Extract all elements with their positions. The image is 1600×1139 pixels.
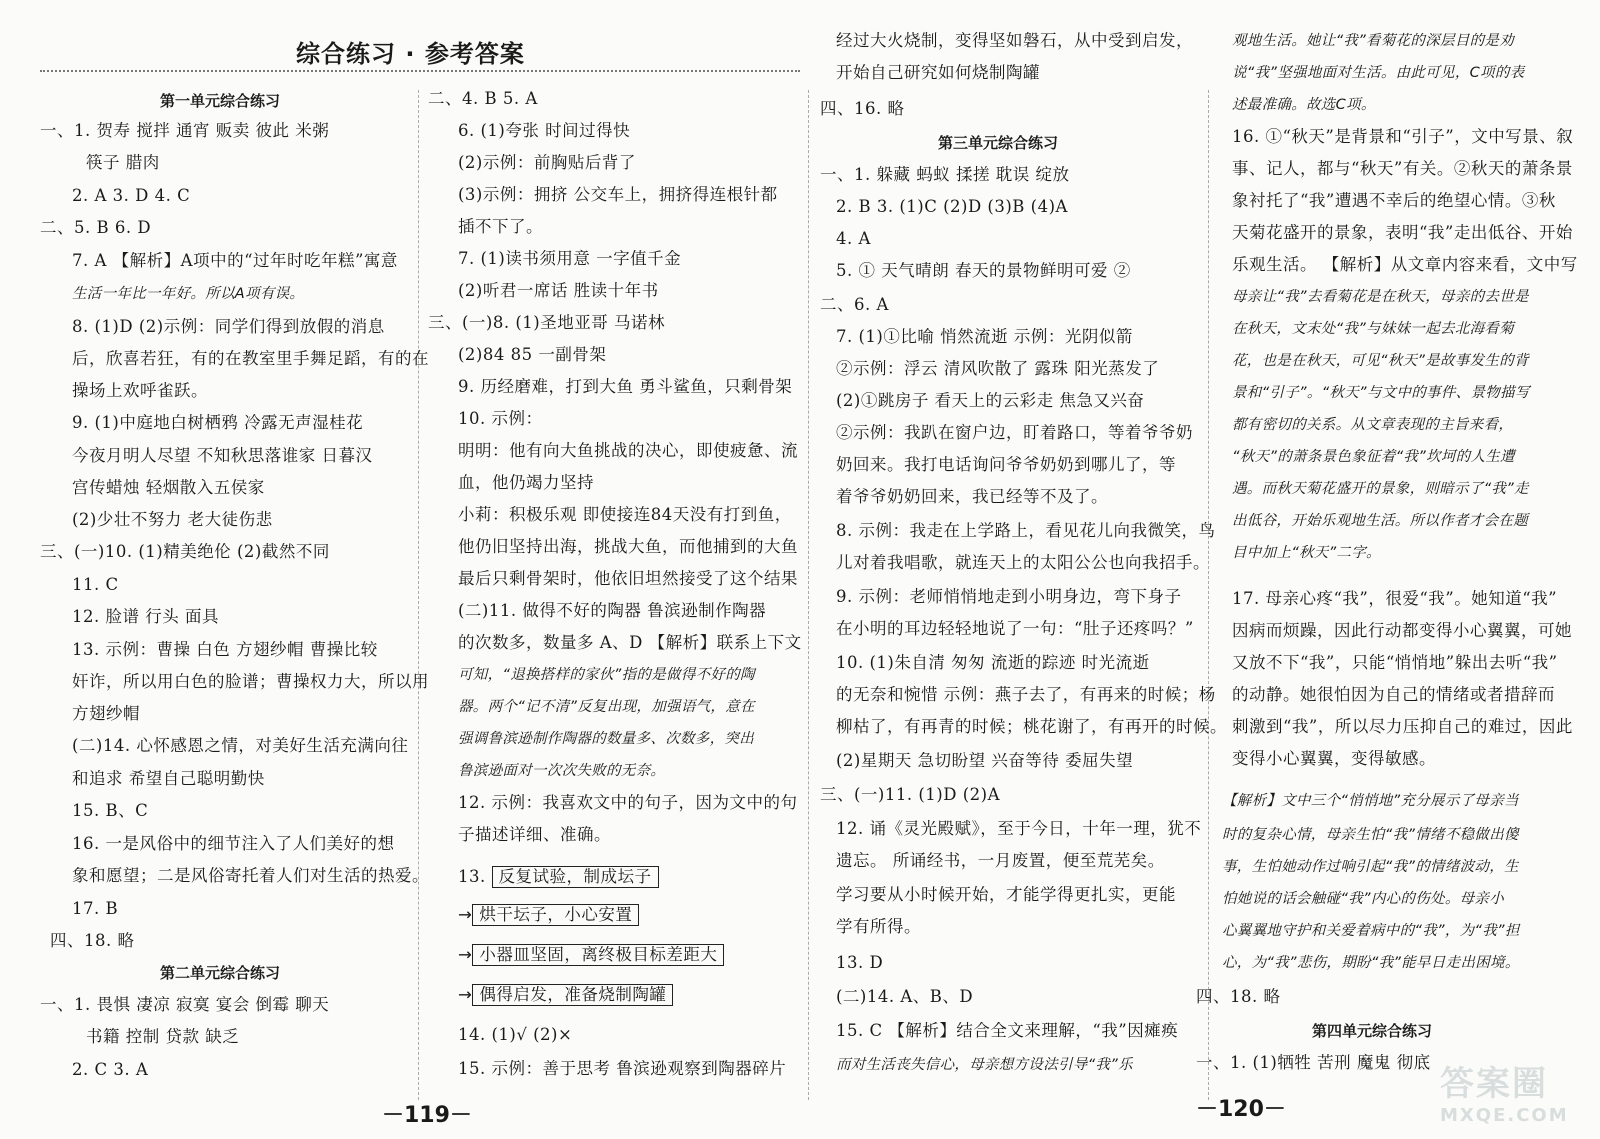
answer-line: 怕她说的话会触碰“我”内心的伤处。母亲小 xyxy=(1222,891,1505,907)
answer-line: 四、18. 略 xyxy=(50,931,135,950)
answer-line: 鲁滨逊面对一次次失败的无奈。 xyxy=(458,763,666,779)
flow-step xyxy=(458,944,724,966)
flow-step xyxy=(458,984,673,1006)
answer-line: 景和“引子”。“秋天”与文中的事件、景物描写 xyxy=(1232,385,1530,401)
answer-line: 四、18. 略 xyxy=(1196,987,1281,1006)
answer-line: ②示例：浮云 清风吹散了 露珠 阳光蒸发了 xyxy=(836,359,1160,378)
answer-line: 而对生活丧失信心，母亲想方设法引导“我”乐 xyxy=(836,1057,1133,1073)
answer-line: 7. A 【解析】A项中的“过年时吃年糕”寓意 xyxy=(72,251,398,270)
answer-line: 9. (1)中庭地白树栖鸦 冷露无声湿桂花 xyxy=(72,413,364,432)
question-number: 13. xyxy=(458,867,486,886)
column-divider xyxy=(808,90,809,1100)
answer-line: 16. ①“秋天”是背景和“引子”，文中写景、叙 xyxy=(1232,127,1574,146)
answer-line: 方翅纱帽 xyxy=(72,704,140,723)
answer-line: (2)84 85 一副骨架 xyxy=(458,345,607,364)
answer-line: 13. 示例：曹操 白色 方翅纱帽 曹操比较 xyxy=(72,640,378,659)
answer-line: 说“我”坚强地面对生活。由此可见，C项的表 xyxy=(1232,65,1525,81)
flow-box: 偶得启发，准备烧制陶罐 xyxy=(472,984,673,1006)
answer-line: 都有密切的关系。从文章表现的主旨来看， xyxy=(1232,417,1514,433)
unit4-heading: 第四单元综合练习 xyxy=(1312,1022,1433,1040)
answer-line: 血，他仍竭力坚持 xyxy=(458,473,594,492)
answer-line: 15. 示例：善于思考 鲁滨逊观察到陶器碎片 xyxy=(458,1059,787,1078)
flow-box: 烘干坛子，小心安置 xyxy=(472,904,639,926)
answer-line: 三、(一)10. (1)精美绝伦 (2)截然不同 xyxy=(40,542,330,561)
answer-line: 强调鲁滨逊制作陶器的数量多、次数多，突出 xyxy=(458,731,754,747)
answer-line: 在秋天，文末处“我”与妹妹一起去北海看菊 xyxy=(1232,321,1515,337)
answer-line: 又放不下“我”，只能“悄悄地”躲出去听“我” xyxy=(1232,653,1558,672)
column-divider xyxy=(418,90,419,1100)
answer-line: 花，也是在秋天，可见“秋天”是故事发生的背 xyxy=(1232,353,1529,369)
answer-line: 心翼翼地守护和关爱着病中的“我”，为“我”担 xyxy=(1222,923,1520,939)
flow-box: 反复试验，制成坛子 xyxy=(492,866,659,888)
answer-line: 的动静。她很怕因为自己的情绪或者措辞而 xyxy=(1232,685,1555,704)
site-watermark xyxy=(1440,1056,1590,1126)
answer-line: 10. (1)朱自清 匆匆 流逝的踪迹 时光流逝 xyxy=(836,653,1150,672)
answer-line: (2)①跳房子 看天上的云彩走 焦急又兴奋 xyxy=(836,391,1145,410)
answer-line: 子描述详细、准确。 xyxy=(458,825,611,844)
answer-line: 在小明的耳边轻轻地说了一句：“肚子还疼吗？” xyxy=(836,619,1194,638)
watermark-logo-text: 答案圈 xyxy=(1440,1064,1548,1104)
answer-line: (3)示例：拥挤 公交车上，拥挤得连根针都 xyxy=(458,185,778,204)
answer-line: 8. (1)D (2)示例：同学们得到放假的消息 xyxy=(72,317,385,336)
page-title: 综合练习 · 参考答案 xyxy=(296,40,525,68)
answer-line: 4. A xyxy=(836,229,871,248)
answer-line: 心，为“我”悲伤，期盼“我”能早日走出困境。 xyxy=(1222,955,1520,971)
answer-line: (二)11. 做得不好的陶器 鲁滨逊制作陶器 xyxy=(458,601,767,620)
answer-line: 插不下了。 xyxy=(458,217,543,236)
answer-line: 6. (1)夸张 时间过得快 xyxy=(458,121,631,140)
answer-line: 二、4. B 5. A xyxy=(428,89,538,108)
answer-line: 9. 历经磨难，打到大鱼 勇斗鲨鱼，只剩骨架 xyxy=(458,377,793,396)
answer-line: 11. C xyxy=(72,575,119,594)
answer-line: 事，生怕她动作过响引起“我”的情绪波动，生 xyxy=(1222,859,1519,875)
answer-line: 观地生活。她让“我”看菊花的深层目的是劝 xyxy=(1232,33,1515,49)
answer-line: 天菊花盛开的景象，表明“我”走出低谷、开始 xyxy=(1232,223,1573,242)
answer-line: 【解析】文中三个“悄悄地”充分展示了母亲当 xyxy=(1222,793,1519,809)
answer-line: 学有所得。 xyxy=(836,917,921,936)
answer-line: 7. (1)读书须用意 一字值千金 xyxy=(458,249,682,268)
answer-line: 刺激到“我”，所以尽力压抑自己的难过，因此 xyxy=(1232,717,1573,736)
answer-line: 事、记人，都与“秋天”有关。②秋天的萧条景 xyxy=(1232,159,1573,178)
arrow-right-icon: → xyxy=(458,945,473,964)
answer-line: 奶回来。我打电话询问爷爷奶奶到哪儿了，等 xyxy=(836,455,1176,474)
flow-box: 小器皿坚固，离终极目标差距大 xyxy=(472,944,724,966)
answer-line: 遗忘。 所诵经书，一月废置，便至荒芜矣。 xyxy=(836,851,1165,870)
answer-line: 的无奈和惋惜 示例：燕子去了，有再来的时候；杨 xyxy=(836,685,1216,704)
title-divider xyxy=(40,70,800,72)
answer-line: 操场上欢呼雀跃。 xyxy=(72,381,208,400)
answer-line: 象和愿望；二是风俗寄托着人们对生活的热爱。 xyxy=(72,866,429,885)
answer-line: (二)14. A、B、D xyxy=(836,987,974,1006)
page-number: －119－ xyxy=(382,1103,472,1128)
answer-line: (2)星期天 急切盼望 兴奋等待 委屈失望 xyxy=(836,751,1134,770)
answer-line: 学习要从小时候开始，才能学得更扎实，更能 xyxy=(836,885,1176,904)
answer-line: ②示例：我趴在窗户边，盯着路口，等着爷爷奶 xyxy=(836,423,1193,442)
answer-line: 四、16. 略 xyxy=(820,99,905,118)
unit2-heading: 第二单元综合练习 xyxy=(160,964,281,982)
answer-line: 宫传蜡烛 轻烟散入五侯家 xyxy=(72,478,265,497)
answer-line: 柳枯了，有再青的时候；桃花谢了，有再开的时候。 xyxy=(836,717,1227,736)
answer-line: 因病而烦躁，因此行动都变得小心翼翼，可她 xyxy=(1232,621,1572,640)
answer-line: 10. 示例： xyxy=(458,409,543,428)
answer-line: 二、5. B 6. D xyxy=(40,218,152,237)
answer-line: 三、(一)8. (1)圣地亚哥 马诺林 xyxy=(428,313,665,332)
answer-line: 14. (1)√ (2)× xyxy=(458,1025,573,1044)
answer-line: 5. ① 天气晴朗 春天的景物鲜明可爱 ② xyxy=(836,261,1131,280)
answer-line: 器。两个“记不清”反复出现，加强语气，意在 xyxy=(458,699,755,715)
answer-line: 2. A 3. D 4. C xyxy=(72,186,191,205)
watermark-url: MXQE.COM xyxy=(1440,1105,1569,1126)
answer-line: 小莉：积极乐观 即使接连84天没有打到鱼， xyxy=(458,505,792,524)
unit1-heading: 第一单元综合练习 xyxy=(160,92,281,110)
answer-line: 一、1. 畏惧 凄凉 寂寞 宴会 倒霉 聊天 xyxy=(40,995,330,1014)
answer-line: 12. 脸谱 行头 面具 xyxy=(72,607,219,626)
answer-line: 开始自己研究如何烧制陶罐 xyxy=(836,63,1040,82)
answer-line: 2. B 3. (1)C (2)D (3)B (4)A xyxy=(836,197,1068,216)
answer-line: (二)14. 心怀感恩之情，对美好生活充满向往 xyxy=(72,736,409,755)
answer-line: 15. B、C xyxy=(72,801,149,820)
answer-line: 16. 一是风俗中的细节注入了人们美好的想 xyxy=(72,834,395,853)
unit3-heading: 第三单元综合练习 xyxy=(938,134,1059,152)
answer-line: 一、1. 贺寿 搅拌 通宵 贩卖 彼此 米粥 xyxy=(40,121,330,140)
page-number: －120－ xyxy=(1196,1097,1286,1122)
answer-line: 12. 诵《灵光殿赋》，至于今日，十年一理，犹不 xyxy=(836,819,1202,838)
answer-line: 奸诈，所以用白色的脸谱；曹操权力大，所以用 xyxy=(72,672,429,691)
answer-line: 明明：他有向大鱼挑战的决心，即使疲惫、流 xyxy=(458,441,798,460)
answer-line: 出低谷，开始乐观地生活。所以作者才会在题 xyxy=(1232,513,1528,529)
answer-line: 可知，“退换搭样的家伙”指的是做得不好的陶 xyxy=(458,667,755,683)
flow-step xyxy=(458,904,639,926)
answer-line: 着爷爷奶奶回来，我已经等不及了。 xyxy=(836,487,1108,506)
answer-line: 儿对着我唱歌，就连天上的太阳公公也向我招手。 xyxy=(836,553,1210,572)
answer-line: 和追求 希望自己聪明勤快 xyxy=(72,769,265,788)
answer-line: 9. 示例：老师悄悄地走到小明身边，弯下身子 xyxy=(836,587,1182,606)
answer-line: 述最准确。故选C项。 xyxy=(1232,97,1376,113)
answer-line: (2)示例：前胸贴后背了 xyxy=(458,153,636,172)
answer-line: 后，欣喜若狂，有的在教室里手舞足蹈，有的在 xyxy=(72,349,429,368)
answer-line: 8. 示例：我走在上学路上，看见花儿向我微笑，鸟 xyxy=(836,521,1216,540)
answer-line: 13. D xyxy=(836,953,884,972)
answer-line: 经过大火烧制，变得坚如磐石，从中受到启发， xyxy=(836,31,1193,50)
answer-line: 象衬托了“我”遭遇不幸后的绝望心情。③秋 xyxy=(1232,191,1556,210)
answer-line: 母亲让“我”去看菊花是在秋天，母亲的去世是 xyxy=(1232,289,1529,305)
answer-line: (2)听君一席话 胜读十年书 xyxy=(458,281,659,300)
answer-line: 今夜月明人尽望 不知秋思落谁家 日暮汉 xyxy=(72,446,373,465)
answer-line: 二、6. A xyxy=(820,295,889,314)
arrow-right-icon: → xyxy=(458,985,473,1004)
answer-line: 15. C 【解析】结合全文来理解，“我”因瘫痪 xyxy=(836,1021,1179,1040)
answer-line: (2)少壮不努力 老大徒伤悲 xyxy=(72,510,273,529)
answer-line: 最后只剩骨架时，他依旧坦然接受了这个结果 xyxy=(458,569,798,588)
answer-line: 生活一年比一年好。所以A项有误。 xyxy=(72,286,305,302)
answer-line: 遇。而秋天菊花盛开的景象，则暗示了“我”走 xyxy=(1232,481,1529,497)
answer-line: 时的复杂心情，母亲生怕“我”情绪不稳做出傻 xyxy=(1222,827,1519,843)
answer-line: 筷子 腊肉 xyxy=(86,153,160,172)
answer-line: 书籍 控制 贷款 缺乏 xyxy=(86,1027,240,1046)
answer-line: 三、(一)11. (1)D (2)A xyxy=(820,785,1000,804)
answer-line: 他仍旧坚持出海，挑战大鱼，而他捕到的大鱼 xyxy=(458,537,798,556)
answer-line: 12. 示例：我喜欢文中的句子，因为文中的句 xyxy=(458,793,798,812)
answer-line: 目中加上“秋天”二字。 xyxy=(1232,545,1381,561)
answer-line: 一、1. 躲藏 蚂蚁 揉搓 耽误 绽放 xyxy=(820,165,1070,184)
answer-line: “秋天”的萧条景色象征着“我”坎坷的人生遭 xyxy=(1232,449,1515,465)
column-divider xyxy=(1208,90,1209,1100)
arrow-right-icon: → xyxy=(458,905,473,924)
flow-step xyxy=(458,866,659,888)
answer-line: 的次数多，数量多 A、D 【解析】联系上下文 xyxy=(458,633,802,652)
answer-line: 变得小心翼翼，变得敏感。 xyxy=(1232,749,1436,768)
answer-line: 7. (1)①比喻 悄然流逝 示例：光阴似箭 xyxy=(836,327,1133,346)
answer-line: 17. B xyxy=(72,899,119,918)
answer-line: 2. C 3. A xyxy=(72,1060,149,1079)
answer-line: 一、1. (1)牺牲 苦刑 魔鬼 彻底 xyxy=(1196,1053,1431,1072)
answer-line: 17. 母亲心疼“我”，很爱“我”。她知道“我” xyxy=(1232,589,1558,608)
answer-line: 乐观生活。 【解析】从文章内容来看，文中写 xyxy=(1232,255,1578,274)
